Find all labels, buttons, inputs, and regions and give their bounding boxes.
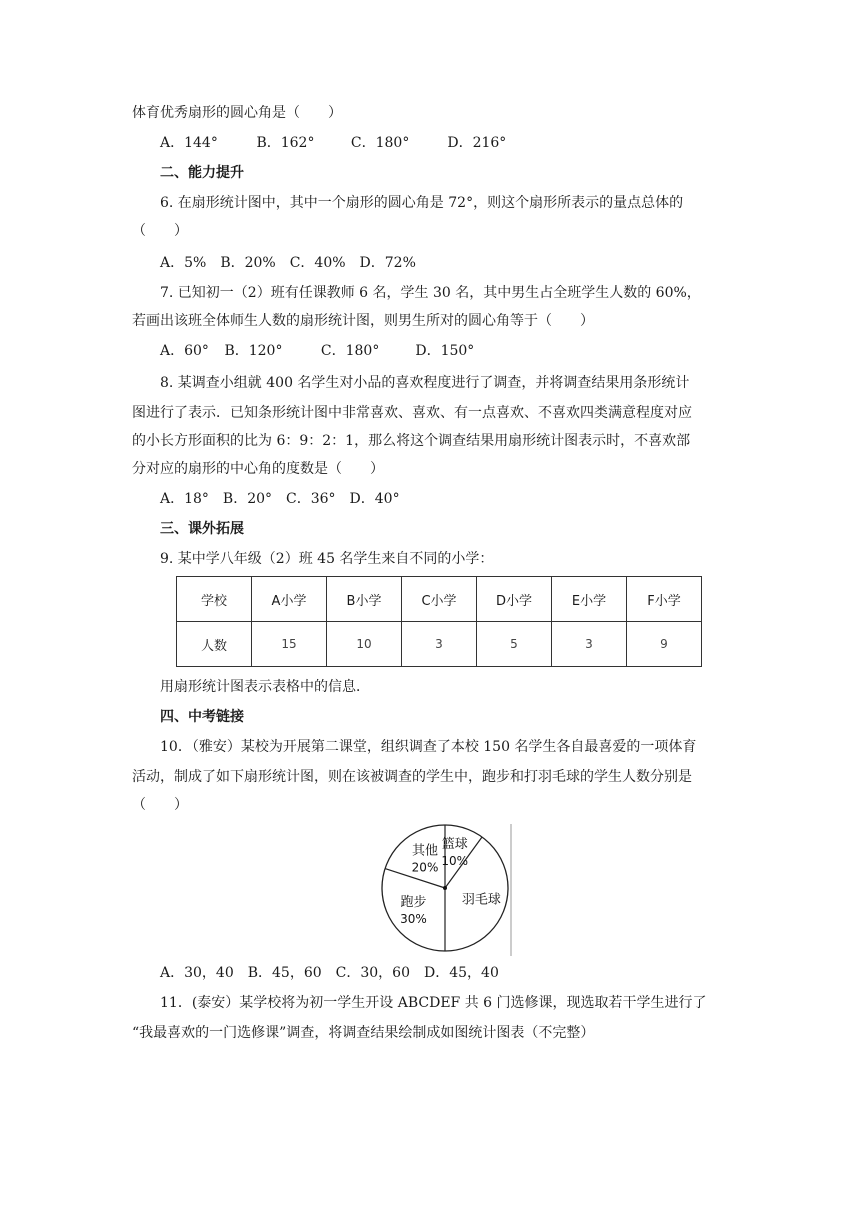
table-cell: D小学 (477, 577, 552, 622)
q5-options (160, 134, 506, 152)
q8-line-4: 分对应的扇形的中心角的度数是（ ） (132, 461, 384, 477)
q7-option-d: D．150° (415, 343, 475, 359)
section-heading-2: 二、能力提升 (160, 165, 244, 181)
q8-options: A．18° B．20° C．36° D．40° (160, 491, 400, 507)
q9-text: 9. 某中学八年级（2）班 45 名学生来自不同的小学： (160, 551, 494, 567)
table-cell: F小学 (627, 577, 702, 622)
q10-line-3: （ ） (132, 797, 188, 813)
pie-chart (378, 822, 518, 958)
section-heading-4: 四、中考链接 (160, 709, 244, 725)
q8-line-3: 的小长方形面积的比为 6：9：2：1，那么将这个调查结果用扇形统计图表示时，不喜欢部 (132, 433, 691, 449)
table-cell: B小学 (327, 577, 402, 622)
table-cell: A小学 (252, 577, 327, 622)
q6-options: A．5% B．20% C．40% D．72% (160, 255, 416, 271)
q5-option-a: A．144° (160, 135, 218, 151)
pie-slice-percent: 30% (400, 911, 427, 926)
q10-line-2: 活动，制成了如下扇形统计图，则在该被调查的学生中，跑步和打羽毛球的学生人数分别是 (132, 769, 692, 785)
q8-line-2: 图进行了表示．已知条形统计图中非常喜欢、喜欢、有一点喜欢、不喜欢四类满意程度对应 (132, 405, 692, 421)
table-cell: 人数 (177, 622, 252, 667)
pie-slice-percent: 10% (441, 853, 469, 868)
q6-line-2: （ ） (132, 223, 188, 239)
pie-slice-label: 其他 (412, 843, 439, 859)
school-table (176, 576, 702, 667)
q5-option-c: C．180° (350, 135, 410, 151)
q5-option-d: D．216° (447, 135, 507, 151)
q11-line-1: 11．(泰安）某学校将为初一学生开设 ABCDEF 共 6 门选修课，现选取若干学生进行了 (160, 995, 707, 1011)
table-cell: C小学 (402, 577, 477, 622)
section-heading-3: 三、课外拓展 (160, 521, 244, 537)
table-cell: 9 (627, 622, 702, 667)
pie-group (382, 825, 508, 951)
table-cell: E小学 (552, 577, 627, 622)
table-cell: 3 (552, 622, 627, 667)
q10-options: A．30，40 B．45，60 C．30，60 D．45，40 (160, 965, 499, 981)
pie-slice-label: 篮球 (441, 836, 468, 852)
table-cell: 5 (477, 622, 552, 667)
table-row (177, 622, 702, 667)
q11-line-2: “我最喜欢的一门选修课”调查，将调查结果绘制成如图统计图表（不完整） (132, 1025, 595, 1041)
q6-line-1: 6. 在扇形统计图中，其中一个扇形的圆心角是 72°，则这个扇形所表示的量点总体的 (160, 195, 684, 211)
q5-tail: 体育优秀扇形的圆心角是（ ） (132, 105, 342, 121)
q7-options (160, 342, 474, 360)
table-cell: 3 (402, 622, 477, 667)
q7-line-1: 7. 已知初一（2）班有任课教师 6 名，学生 30 名，其中男生占全班学生人数的 60%， (160, 285, 701, 301)
table-cell: 10 (327, 622, 402, 667)
q7-line-2: 若画出该班全体师生人数的扇形统计图，则男生所对的圆心角等于（ ） (132, 313, 594, 329)
pie-center-dot (443, 886, 447, 890)
q7-option-b: B．120° (224, 343, 283, 359)
pie-slice-percent: 20% (411, 860, 439, 875)
q5-option-b: B．162° (256, 135, 315, 151)
table-header-row (177, 577, 702, 622)
q8-line-1: 8. 某调查小组就 400 名学生对小品的喜欢程度进行了调查，并将调查结果用条形统计 (160, 375, 690, 391)
table-cell: 15 (252, 622, 327, 667)
q9-after: 用扇形统计图表示表格中的信息． (160, 679, 370, 695)
pie-slice-label: 羽毛球 (461, 892, 501, 908)
q10-line-1: 10．（雅安）某校为开展第二课堂，组织调查了本校 150 名学生各自最喜爱的一项体育 (160, 739, 697, 755)
q7-option-c: C．180° (320, 343, 380, 359)
pie-slice-label: 跑步 (400, 894, 427, 910)
table-cell: 学校 (177, 577, 252, 622)
q7-option-a: A．60° (160, 343, 209, 359)
